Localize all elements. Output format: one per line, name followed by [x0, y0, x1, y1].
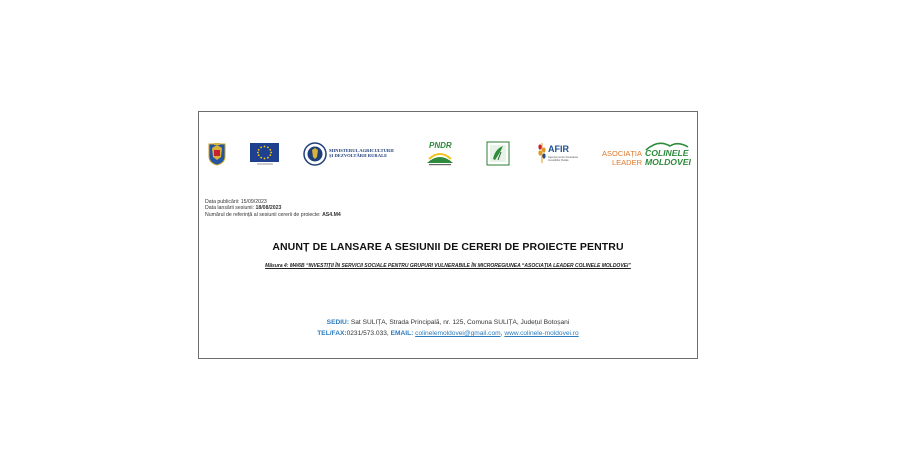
contact-info [199, 317, 697, 339]
eu-flag-logo [249, 142, 281, 166]
tel-fax-value: 0231/573.033, [346, 330, 391, 337]
romania-coat-of-arms-logo [208, 142, 226, 166]
afir-subtitle: Agenția pentru Finanțarea Investițiilor Rurale [548, 156, 578, 162]
ministry-of-agriculture-logo [303, 142, 398, 166]
leader-logo [486, 141, 510, 166]
tel-fax-label: TEL/FAX: [317, 330, 347, 337]
publication-metadata [205, 199, 341, 218]
email-link[interactable]: colinelemoldovei@gmail.com [415, 330, 501, 337]
ministry-emblem-icon [303, 142, 327, 166]
launch-date-value: 18/08/2023 [255, 205, 282, 212]
address-label: SEDIU: [326, 319, 350, 326]
email-label: EMAIL: [390, 330, 414, 337]
reference-number-line [205, 212, 341, 218]
assoc-left-line2: LEADER [611, 157, 642, 167]
assoc-right-line2: MOLDOVEI [645, 157, 691, 167]
announcement-document [198, 111, 698, 359]
announcement-title: ANUNȚ DE LANSARE A SESIUNII DE CERERI DE PROIECTE PENTRU [272, 241, 624, 253]
measure-description: Măsura 4: M4/6B “INVESTIȚII ÎN SERVICII SOCIALE PENTRU GRUPURI VULNERABILE ÎN MICROREGIUNEA “ASOCIAȚIA LEADER COLINELE MOLDOVEI” [265, 263, 631, 269]
phone-email-line [199, 328, 697, 339]
assoc-left-line1: ASOCIAȚIA [601, 149, 642, 158]
pndr-label: PNDR [429, 141, 452, 150]
ministry-name-line1: MINISTERUL AGRICULTURII [329, 148, 394, 153]
website-link[interactable]: www.colinele-moldovei.ro [504, 330, 579, 337]
link-separator: , [500, 330, 505, 337]
assoc-right-line1: COLINELE [645, 148, 689, 158]
publication-date-value: 15/09/2023 [240, 199, 267, 205]
logo-strip [199, 112, 697, 192]
address-value: Sat SULIȚA, Strada Principală, nr. 125, Comuna SULIȚA, Județul Botoșani [349, 319, 570, 326]
ministry-name-line2: ȘI DEZVOLTĂRII RURALE [329, 153, 388, 158]
wheat-icon [537, 141, 547, 165]
publication-date-label: Data publicării: [205, 199, 241, 205]
reference-number-value: AS4.M4 [322, 211, 341, 218]
pndr-logo [425, 139, 455, 167]
address-line [199, 317, 697, 328]
launch-date-label: Data lansării sesiunii: [205, 205, 256, 212]
asociatia-leader-colinele-moldovei-logo [595, 139, 691, 169]
reference-number-label: Numărul de referință al sesiunii cererii de proiecte: [205, 211, 323, 218]
afir-logo [537, 141, 582, 167]
afir-label: AFIR [548, 144, 569, 154]
